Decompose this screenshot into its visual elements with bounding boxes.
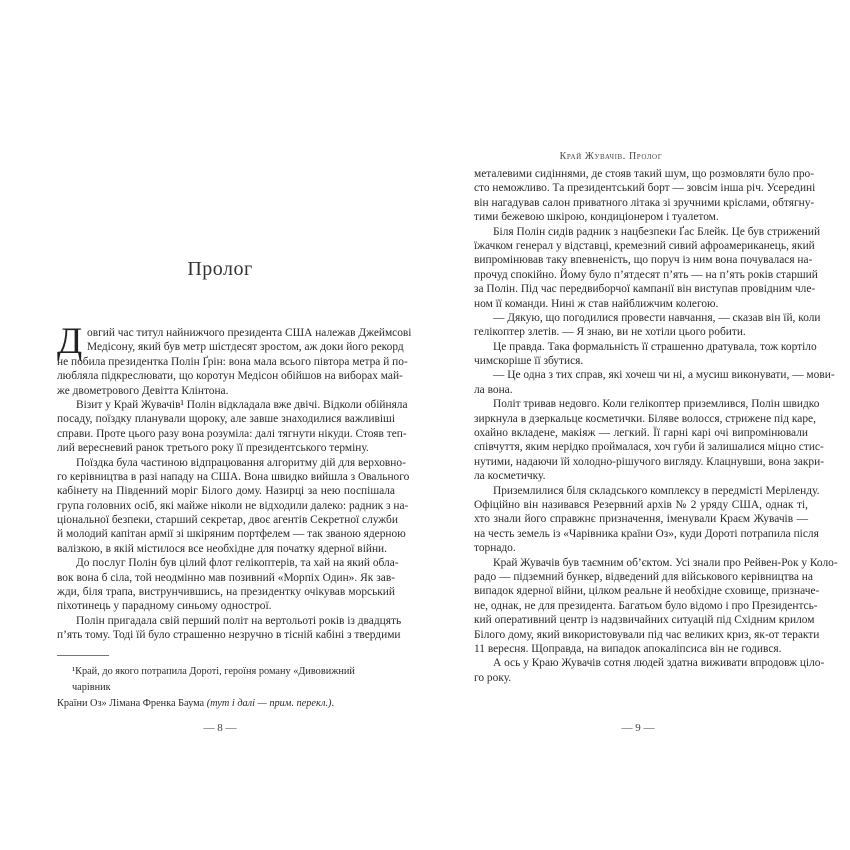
text-line: Політ тривав недовго. Коли гелікоптер приземлився, Полін швидко [493, 398, 820, 411]
text-line: Край Жувачів був таємним об’єктом. Усі знали про Рейвен-Рок у Коло- [493, 556, 838, 569]
left-page-body [57, 321, 412, 643]
text-line: А ось у Краю Жувачів сотня людей здатна виживати впродовж ціло- [493, 657, 825, 670]
running-header: Край Жувачів. Пролог [559, 151, 663, 162]
text-line: охайно вкладене, макіяж — легкий. Її гарні карі очі випромінювали [474, 427, 808, 440]
text-line: — Дякую, що погодилися провести навчання, — сказав він їй, коли [493, 311, 821, 324]
text-line: Приземлилися біля складського комплексу в передмісті Меріленду. [493, 484, 820, 497]
text-line: ном її команди. Нині ж став найближчим колегою. [474, 297, 719, 310]
footnote-divider [57, 655, 109, 656]
text-line: кабінету на Південний моріг Білого дому. Назирці за нею поспішала [57, 485, 395, 498]
text-line: жди, біля трапа, виструнчившись, на президентку очікував морський [57, 586, 395, 599]
footnote [57, 664, 395, 712]
text-line: ціональної безпеки, старший секретар, двоє агентів Секретної служби [57, 514, 398, 527]
text-line: Біля Полін сидів радник з нацбезпеки Ґас Блейк. Це був стрижений [493, 225, 821, 238]
text-line: 11 вересня. Щоправда, на випадок апокаліпсиса він не годився. [474, 642, 782, 655]
text-line: овгий час титул найнижчого президента США належав Джеймсові [87, 327, 412, 339]
text-line: Це правда. Така формальність її страшенно дратувала, тож кортіло [493, 340, 817, 353]
text-line: співчуття, яким нерідко проймалася, хоч губи й залишалися міцно стис- [474, 441, 824, 454]
footnote-text: Країни Оз» Лімана Френка Баума [57, 698, 207, 709]
text-line: їжачком генерал у відставці, кремезний сивий афроамериканець, який [474, 239, 815, 252]
text-line: група головних осіб, які майже ніколи не відходили далеко: радник з на- [57, 499, 409, 512]
text-line: справи. Проте цього разу вона розуміла: далі тягнути нікуди. Стояв теп- [57, 427, 407, 440]
text-line: го керівництва в разі нападу на США. Вона швидко вийшла з Овального [57, 470, 410, 483]
text-line: валізкою, в якій містилося все необхідне для початку ядерної війни. [57, 542, 387, 555]
text-line: Поїздка була частиною відпрацювання алгоритму дій для верховно- [76, 456, 406, 469]
text-line: зиркнула в дзеркальце косметички. Біляве волосся, стрижене під каре, [474, 412, 816, 425]
text-line: не побила президентка Полін Ґрін: вона мала всього півтора метра й по- [57, 355, 408, 368]
text-line: лий вересневий ранок третього року її президентського терміну. [57, 442, 369, 455]
page-number-right: — 9 — [621, 722, 655, 734]
text-line: не, однак, не для президента. Багатьом було відомо і про Президентсь- [474, 599, 818, 612]
text-line: за Полін. Під час передвиборчої кампанії він виступав провідним чле- [474, 283, 816, 296]
text-line: тими бежевою шкірою, кондиціонером і туалетом. [474, 211, 719, 224]
text-line: прочуд спокійно. Йому було п’ятдесят п’ять — на п’ять років старший [474, 268, 818, 281]
footnote-line [57, 696, 395, 712]
text-line: сто неможливо. Та президентський борт — зовсім інша річ. Усередині [474, 182, 816, 195]
text-line: випромінював таку впевненість, що поруч із ним вона почувалася на- [474, 254, 813, 267]
text-line: Медісону, який був метр шістдесят зростом, аж доки його рекорд [87, 341, 404, 354]
text-line: п’ять тому. Тоді їй було страшенно незручно в тісній кабіні з твердими [57, 629, 401, 642]
text-line: випадок ядерної війни, цілком реальне й необхідне сховище, призначе- [474, 585, 820, 598]
text-line: Білого дому, який використовували під час великих криз, як-от теракти [474, 628, 820, 641]
text-line: До послуг Полін був цілий флот гелікоптерів, та хай на який обла- [76, 557, 399, 570]
text-line: посаду, поїздку планували щороку, але завше знаходилися важливіші [57, 413, 395, 426]
text-line: Полін пригадала свій перший політ на вертольоті років із двадцять [76, 614, 402, 627]
text-line: же двометрового Девітта Клінтона. [57, 384, 229, 397]
text-line: на честь земель із «Чарівника країни Оз», куди Дороті потрапила після [474, 527, 819, 540]
text-line: нутими, надаючи їй холодно-рішучого вигляду. Клацнувши, вона закри- [474, 455, 825, 468]
text-line: вок вона б сіла, той неодмінно мав позивний «Морпіх Один». Як зав- [57, 571, 395, 584]
text-line: хто знали його справжнє призначення, іменували Краєм Жувачів — [474, 513, 808, 526]
text-line: Візит у Край Жувачів¹ Полін відкладала вже двічі. Відколи обійняла [76, 398, 408, 411]
text-line: радо — підземний бункер, відведений для військового керівництва на [474, 570, 813, 583]
text-line: гелікоптер злетів. — Я знаю, ви не хотіли цього робити. [474, 326, 746, 339]
text-line: металевими сидіннями, де стояв такий шум, що розмовляти було про- [474, 168, 815, 180]
footnote-tail: . [331, 698, 335, 709]
text-line: піхотинець у парадному синьому однострої. [57, 600, 272, 613]
text-line: ла вона. [474, 383, 513, 396]
text-line: й молодий капітан армії зі шкіряним портфелем — так званою ядерною [57, 528, 406, 541]
text-line: кий оперативний центр із надзвичайних ситуацій під Східним крилом [474, 614, 815, 627]
text-line: торнадо. [474, 542, 516, 555]
text-line: любляла підкреслювати, що коротун Медісон обійшов на виборах май- [57, 370, 403, 383]
text-line: чимскоріше її збутися. [474, 355, 584, 368]
footnote-line: ¹Край, до якого потрапила Дороті, героїня роману «Дивовижний чарівник [72, 666, 355, 693]
text-line: го року. [474, 671, 512, 684]
text-line: він нагадував салон приватного літака зі зручними кріслами, обтягну- [474, 196, 815, 209]
page-number-left: — 8 — [203, 722, 237, 734]
text-line: ла косметичку. [474, 470, 546, 483]
text-line: Офіційно він називався Резервний архів № 2 уряду США, однак ті, [474, 498, 808, 511]
chapter-title: Пролог [187, 258, 253, 280]
right-page-body [474, 167, 838, 685]
footnote-note: (тут і далі — прим. перекл.) [206, 698, 332, 709]
text-line: — Це одна з тих справ, які хочеш чи ні, а мусиш виконувати, — мови- [493, 369, 835, 382]
drop-cap: Д [57, 321, 83, 362]
